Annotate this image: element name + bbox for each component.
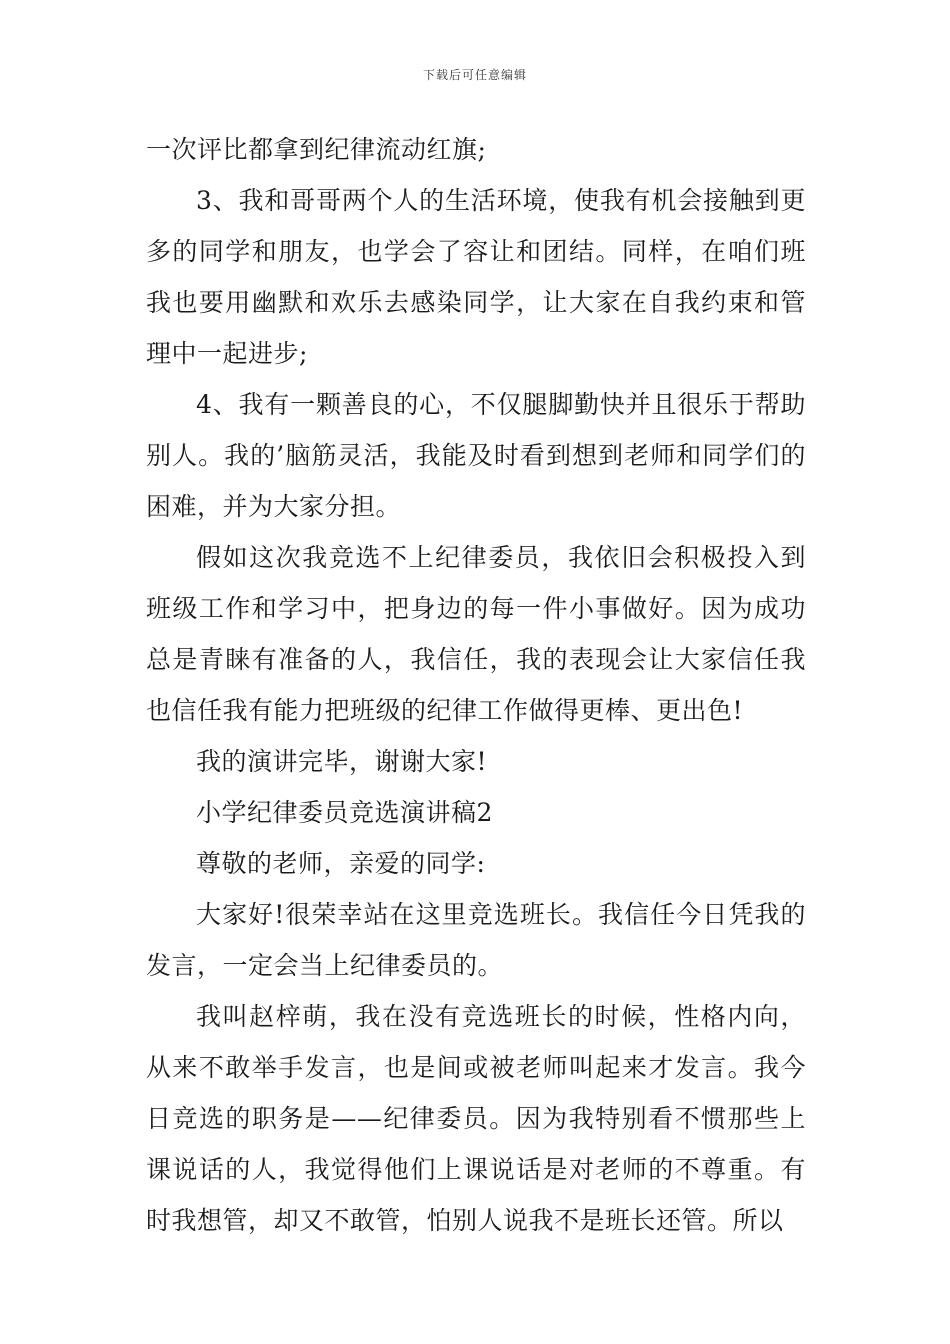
section-title: 小学纪律委员竞选演讲稿2 xyxy=(196,798,493,827)
paragraph: 3、我和哥哥两个人的生活环境，使我有机会接触到更多的同学和朋友，也学会了容让和团结。同样，在咱们班我也要用幽默和欢乐去感染同学，让大家在自我约束和管理中一起进步; xyxy=(146,186,806,368)
paragraph: 我的演讲完毕，谢谢大家! xyxy=(196,747,488,776)
salutation: 尊敬的老师，亲爱的同学: xyxy=(196,849,486,878)
paragraph: 一次评比都拿到纪律流动红旗; xyxy=(146,135,487,164)
paragraph: 假如这次我竞选不上纪律委员，我依旧会积极投入到班级工作和学习中，把身边的每一件小事做好。因为成功总是青睐有准备的人，我信任，我的表现会让大家信任我也信任我有能力把班级的纪律工作做得更棒、更出色! xyxy=(146,543,806,725)
document-body xyxy=(146,124,806,1246)
paragraph: 我叫赵梓萌，我在没有竞选班长的时候，性格内向，从来不敢举手发言，也是间或被老师叫起来才发言。我今日竞选的职务是——纪律委员。因为我特别看不惯那些上课说话的人，我觉得他们上课说话是对老师的不尊重。有时我想管，却又不敢管，怕别人说我不是班长还管。所以 xyxy=(146,1002,806,1235)
paragraph: 大家好!很荣幸站在这里竞选班长。我信任今日凭我的发言，一定会当上纪律委员的。 xyxy=(146,900,806,980)
paragraph: 4、我有一颗善良的心，不仅腿脚勤快并且很乐于帮助别人。我的’脑筋灵活，我能及时看到想到老师和同学们的困难，并为大家分担。 xyxy=(146,390,806,521)
page-header-note: 下载后可任意编辑 xyxy=(422,68,527,82)
